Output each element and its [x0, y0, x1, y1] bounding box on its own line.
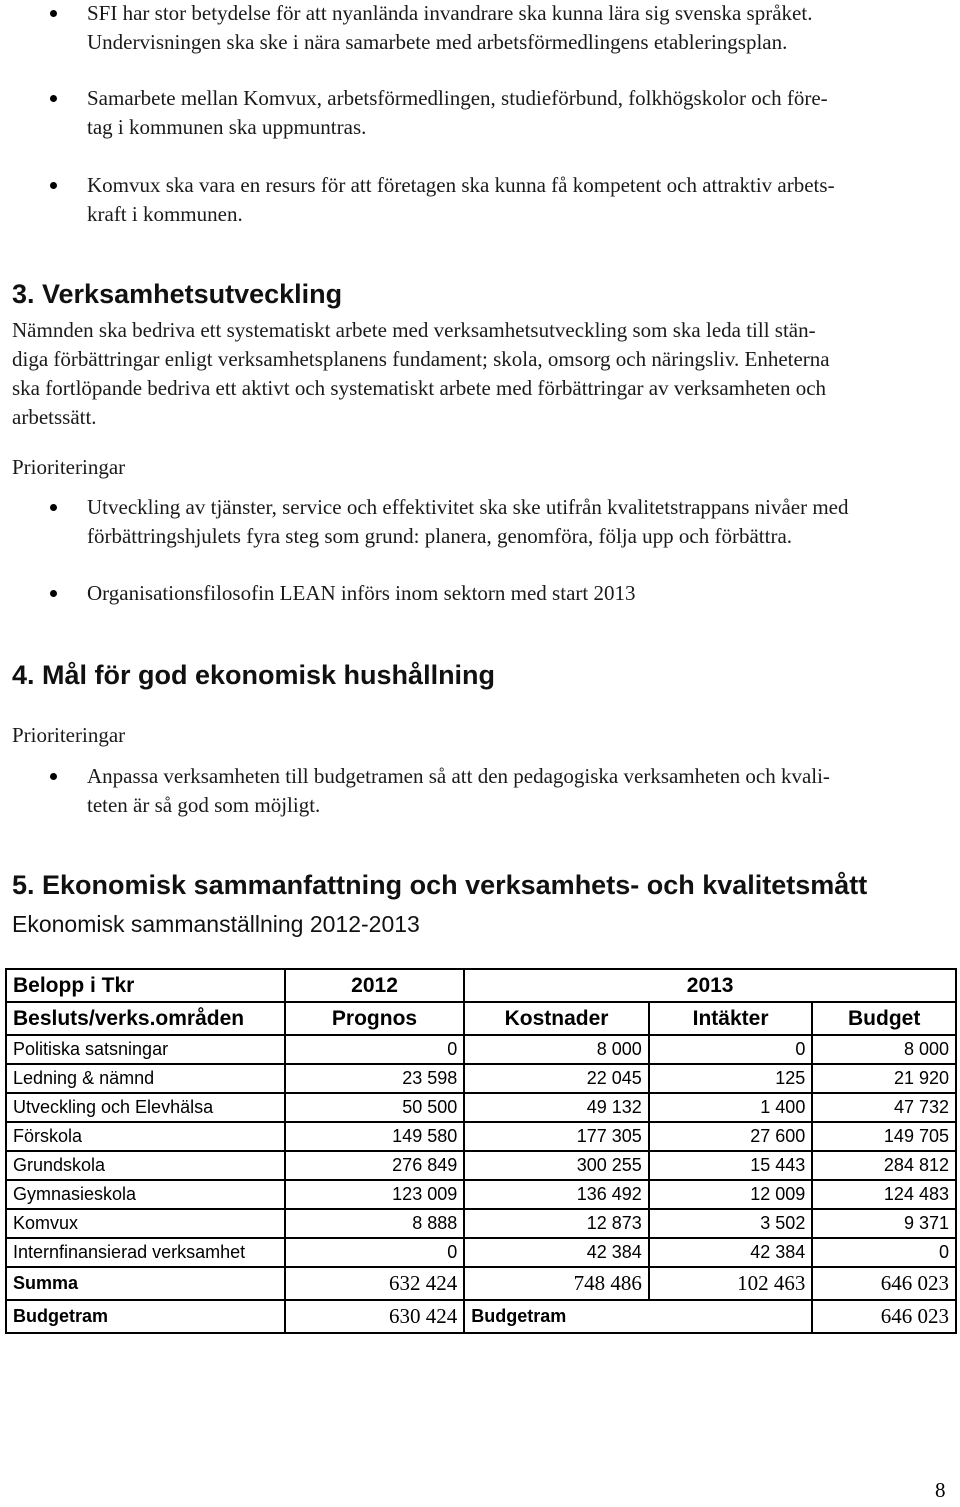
table-cell: 8 888: [285, 1209, 464, 1238]
row-label: Utveckling och Elevhälsa: [6, 1093, 285, 1122]
table-cell: 0: [649, 1035, 813, 1064]
bullet-icon: [50, 590, 57, 597]
table-cell: 102 463: [649, 1267, 813, 1300]
table-cell: 42 384: [649, 1238, 813, 1267]
list-item: Komvux ska vara en resurs för att företagen ska kunna få kompetent och attraktiv arbets- kraft i kommunen.: [0, 171, 960, 229]
table-cell: 50 500: [285, 1093, 464, 1122]
table-cell: 49 132: [464, 1093, 649, 1122]
table-row: [6, 1064, 956, 1093]
table-cell: 12 009: [649, 1180, 813, 1209]
bullet-icon: [50, 182, 57, 189]
header-cell: 2013: [464, 969, 956, 1002]
table-cell: 8 000: [464, 1035, 649, 1064]
table-header-row: [6, 1002, 956, 1035]
summary-row: [6, 1267, 956, 1300]
row-label: Ledning & nämnd: [6, 1064, 285, 1093]
row-label: Gymnasieskola: [6, 1180, 285, 1209]
table-cell: 8 000: [812, 1035, 956, 1064]
top-bullet-list-3: [0, 171, 960, 229]
header-cell: Budget: [812, 1002, 956, 1035]
table-cell: 0: [285, 1035, 464, 1064]
table-cell: 300 255: [464, 1151, 649, 1180]
header-cell: 2012: [285, 969, 464, 1002]
top-bullet-list: [0, 0, 960, 57]
bullet-icon: [50, 95, 57, 102]
header-cell: Prognos: [285, 1002, 464, 1035]
table-cell: 123 009: [285, 1180, 464, 1209]
table-cell: 47 732: [812, 1093, 956, 1122]
row-label: Internfinansierad verksamhet: [6, 1238, 285, 1267]
table-cell: 125: [649, 1064, 813, 1093]
financial-table: [5, 968, 957, 1334]
table-caption: Ekonomisk sammanställning 2012-2013: [12, 911, 420, 937]
table-cell: 177 305: [464, 1122, 649, 1151]
table-cell: 632 424: [285, 1267, 464, 1300]
table-row: [6, 1035, 956, 1064]
priority-list-2: [0, 579, 960, 608]
header-cell: Besluts/verks.områden: [6, 1002, 285, 1035]
table-cell: 630 424: [285, 1300, 464, 1333]
list-item: Utveckling av tjänster, service och effektivitet ska ske utifrån kvalitetstrappans nivåer med förbättringshjulets fyra steg som grund: planera, genomföra, följa upp och förbättra.: [0, 493, 960, 551]
table-cell: 9 371: [812, 1209, 956, 1238]
section-heading: 4. Mål för god ekonomisk hushållning: [12, 660, 496, 690]
table-row: [6, 1093, 956, 1122]
priority-list: [0, 762, 960, 820]
table-row: [6, 1180, 956, 1209]
header-cell: Belopp i Tkr: [6, 969, 285, 1002]
table-cell: 22 045: [464, 1064, 649, 1093]
budget-frame-row: [6, 1300, 956, 1333]
subheading: Prioriteringar: [12, 455, 126, 479]
top-bullet-list-2: [0, 84, 960, 142]
section-heading: 5. Ekonomisk sammanfattning och verksamhets- och kvalitetsmått: [12, 870, 868, 900]
list-item: Anpassa verksamheten till budgetramen så att den pedagogiska verksamheten och kvali- teten är så god som möjligt.: [0, 762, 960, 820]
table-cell: 748 486: [464, 1267, 649, 1300]
header-cell: Intäkter: [649, 1002, 813, 1035]
page-number: 8: [935, 1478, 946, 1502]
row-label: Politiska satsningar: [6, 1035, 285, 1064]
row-label: Förskola: [6, 1122, 285, 1151]
table-cell: 21 920: [812, 1064, 956, 1093]
table-cell: 284 812: [812, 1151, 956, 1180]
row-label: Grundskola: [6, 1151, 285, 1180]
table-cell: 646 023: [812, 1300, 956, 1333]
section-paragraph: Nämnden ska bedriva ett systematiskt arbete med verksamhetsutveckling som ska leda till stän- diga förbättringar enligt verksamhetsplanens fundament; skola, omsorg och näringsliv. Enheterna ska fortlöpande bedriva ett aktivt och systematiskt arbete med förbättringar av verksamheten och arbetssätt.: [12, 318, 830, 429]
header-cell: Kostnader: [464, 1002, 649, 1035]
table-header-row: [6, 969, 956, 1002]
table-row: [6, 1238, 956, 1267]
table-cell: 149 705: [812, 1122, 956, 1151]
table-cell: 0: [812, 1238, 956, 1267]
budget-frame-label-2: Budgetram: [464, 1300, 812, 1333]
list-item: SFI har stor betydelse för att nyanlända invandrare ska kunna lära sig svenska språket. Undervisningen ska ske i nära samarbete med arbetsförmedlingens etableringsplan.: [0, 0, 960, 57]
priority-list: [0, 493, 960, 551]
list-item: Organisationsfilosofin LEAN införs inom sektorn med start 2013: [0, 579, 960, 608]
budget-frame-label: Budgetram: [6, 1300, 285, 1333]
summary-label: Summa: [6, 1267, 285, 1300]
table-cell: 23 598: [285, 1064, 464, 1093]
table-cell: 42 384: [464, 1238, 649, 1267]
subheading: Prioriteringar: [12, 723, 126, 747]
table-cell: 124 483: [812, 1180, 956, 1209]
table-row: [6, 1209, 956, 1238]
section-heading: 3. Verksamhetsutveckling: [12, 279, 343, 309]
table-cell: 12 873: [464, 1209, 649, 1238]
table-cell: 136 492: [464, 1180, 649, 1209]
table-cell: 15 443: [649, 1151, 813, 1180]
list-item: Samarbete mellan Komvux, arbetsförmedlingen, studieförbund, folkhögskolor och före- tag i kommunen ska uppmuntras.: [0, 84, 960, 142]
bullet-icon: [50, 10, 57, 17]
table-cell: 0: [285, 1238, 464, 1267]
table-row: [6, 1122, 956, 1151]
table-cell: 27 600: [649, 1122, 813, 1151]
table-row: [6, 1151, 956, 1180]
table-cell: 3 502: [649, 1209, 813, 1238]
table-cell: 149 580: [285, 1122, 464, 1151]
bullet-icon: [50, 504, 57, 511]
table-cell: 1 400: [649, 1093, 813, 1122]
row-label: Komvux: [6, 1209, 285, 1238]
bullet-icon: [50, 773, 57, 780]
table-body: [6, 1035, 956, 1267]
table-cell: 646 023: [812, 1267, 956, 1300]
table-cell: 276 849: [285, 1151, 464, 1180]
